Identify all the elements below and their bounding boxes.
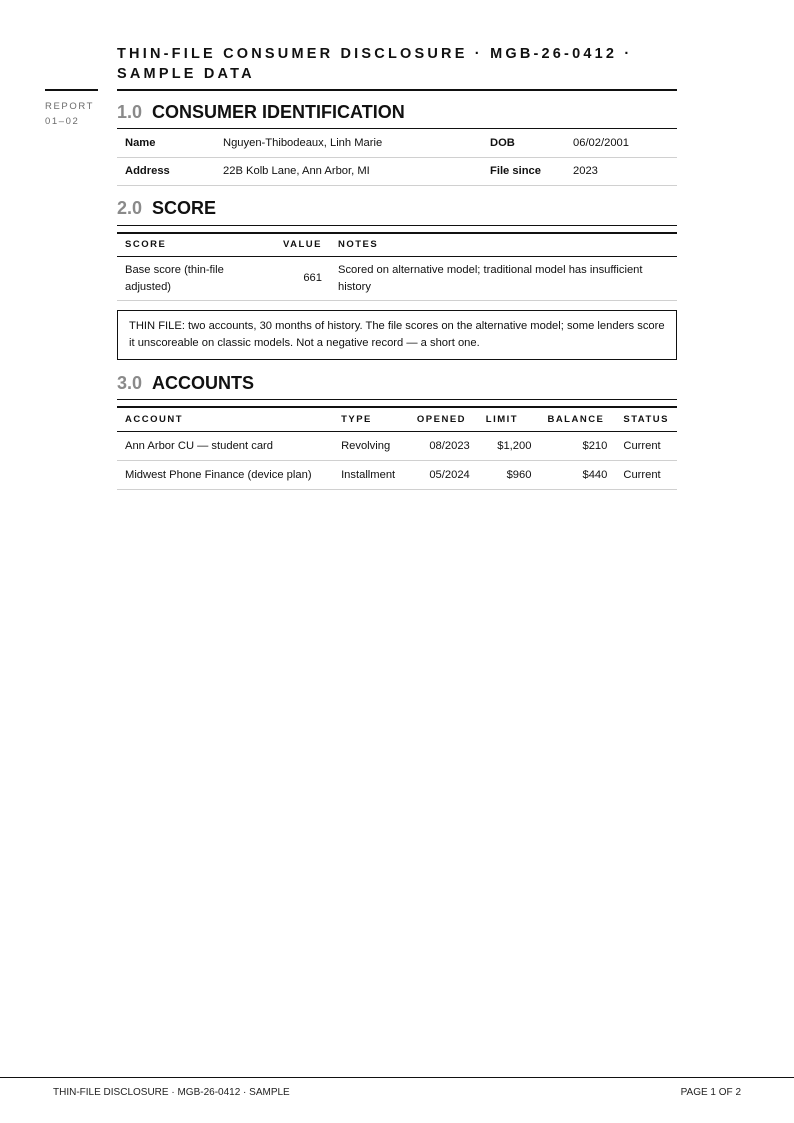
accounts-table: [117, 406, 677, 490]
section-number: 1.0: [117, 101, 143, 122]
report-body: [117, 99, 677, 490]
identification-table: [117, 129, 677, 186]
file-since-label: File since: [490, 165, 541, 177]
column-header-balance: BALANCE: [547, 413, 605, 425]
column-header-limit: LIMIT: [485, 413, 519, 425]
section-number: 3.0: [117, 372, 143, 393]
table-row: [117, 157, 677, 185]
footer-document-id: THIN-FILE DISCLOSURE · MGB-26-0412 · SAMPLE: [53, 1087, 290, 1098]
thin-file-callout: THIN FILE: two accounts, 30 months of history. The file scores on the alternative model; some lenders score it unscoreable on classic models. Not a negative record — a short one.: [117, 310, 677, 360]
score-notes: Scored on alternative model; traditional model has insufficient history: [338, 263, 643, 293]
account-status: Current: [623, 439, 661, 452]
account-type: Installment: [341, 468, 396, 481]
column-header-opened: OPENED: [416, 413, 467, 425]
account-name: Midwest Phone Finance (device plan): [125, 468, 312, 481]
name-value: Nguyen-Thibodeaux, Linh Marie: [223, 136, 383, 149]
section-heading: [117, 99, 677, 129]
sidebar-divider: [45, 89, 98, 91]
section-identification: [117, 99, 677, 186]
account-limit: $1,200: [497, 439, 532, 452]
dob-label: DOB: [490, 136, 515, 149]
section-score: [117, 196, 677, 361]
section-title: ACCOUNTS: [152, 372, 255, 393]
document-title: THIN-FILE CONSUMER DISCLOSURE · MGB-26-0412 · SAMPLE DATA: [117, 46, 633, 82]
dob-value: 06/02/2001: [573, 136, 629, 149]
account-balance: $210: [582, 439, 608, 452]
account-limit: $960: [506, 468, 532, 481]
name-label: Name: [125, 136, 156, 149]
table-row: [117, 460, 677, 489]
table-row: [117, 257, 677, 301]
section-number: 2.0: [117, 198, 143, 218]
table-header-row: [117, 407, 677, 431]
account-type: Revolving: [341, 439, 391, 452]
account-opened: 08/2023: [429, 439, 470, 452]
report-sidebar-label: [45, 99, 105, 129]
column-header-account: ACCOUNT: [125, 413, 183, 425]
section-accounts: [117, 370, 677, 490]
account-status: Current: [623, 468, 661, 481]
account-name: Ann Arbor CU — student card: [125, 439, 273, 452]
account-balance: $440: [582, 468, 608, 481]
score-name: Base score (thin-file adjusted): [125, 263, 224, 293]
account-opened: 05/2024: [429, 468, 470, 481]
table-row: [117, 431, 677, 460]
table-header-row: [117, 233, 677, 257]
footer-page-number: PAGE 1 OF 2: [680, 1087, 741, 1098]
section-title: CONSUMER IDENTIFICATION: [152, 101, 405, 122]
score-value: 661: [303, 272, 322, 284]
section-title: SCORE: [152, 198, 217, 218]
column-header-type: TYPE: [341, 413, 372, 425]
header-divider: [117, 89, 677, 91]
column-header-notes: NOTES: [338, 239, 379, 251]
section-heading: [117, 196, 677, 226]
address-value: 22B Kolb Lane, Ann Arbor, MI: [223, 165, 370, 177]
column-header-score: SCORE: [125, 239, 167, 251]
address-label: Address: [125, 165, 170, 177]
file-since-value: 2023: [573, 165, 598, 177]
column-header-status: STATUS: [623, 413, 669, 425]
footer-divider: [0, 1077, 794, 1078]
report-label: REPORT: [45, 101, 95, 112]
table-row: [117, 129, 677, 157]
column-header-value: VALUE: [283, 239, 322, 251]
score-table: [117, 232, 677, 302]
report-range: 01–02: [45, 116, 80, 127]
section-heading: [117, 370, 677, 400]
